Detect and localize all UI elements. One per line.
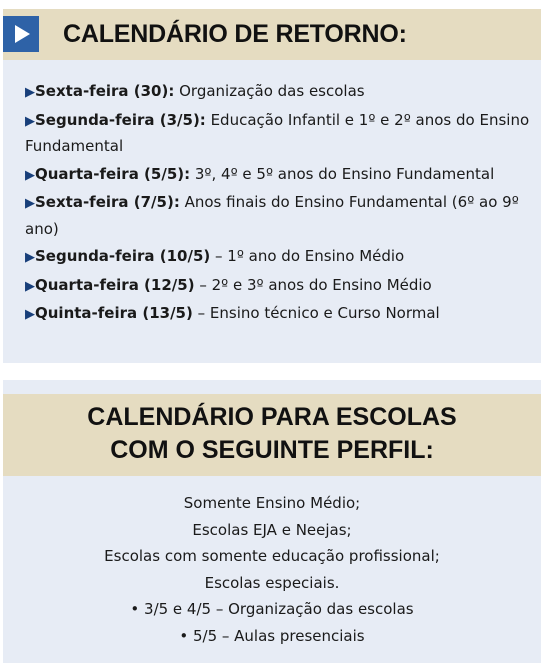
profile-line: Somente Ensino Médio; [183, 494, 361, 512]
school-profile-card [3, 380, 541, 663]
triangle-arrow-icon: ▶ [25, 167, 35, 183]
schedule-text: Educação Infantil e 1º e 2º anos do Ensino Fundamental [25, 110, 530, 155]
schedule-text: – 2º e 3º anos do Ensino Médio [194, 275, 432, 294]
profile-line: Escolas EJA e Neejas; [192, 520, 352, 539]
schedule-item [25, 244, 530, 271]
profile-line: • 3/5 e 4/5 – Organização das escolas [130, 600, 414, 618]
schedule-text: Organização das escolas [174, 82, 365, 100]
triangle-arrow-icon: ▶ [25, 85, 35, 100]
school-profile-list [3, 490, 541, 649]
schedule-text: Anos finais do Ensino Fundamental (6º ao 9º ano) [25, 193, 519, 238]
triangle-arrow-icon: ▶ [25, 250, 35, 265]
play-icon [3, 16, 39, 52]
school-profile-header [3, 394, 541, 476]
triangle-arrow-icon: ▶ [25, 196, 35, 211]
schedule-text: – Ensino técnico e Curso Normal [192, 304, 440, 322]
schedule-item [25, 190, 530, 242]
school-profile-title [3, 401, 541, 467]
schedule-day: Segunda-feira (3/5): [35, 110, 206, 129]
schedule-item [25, 108, 530, 160]
school-profile-title-line2: COM O SEGUINTE PERFIL: [110, 436, 434, 464]
schedule-day: Sexta-feira (7/5): [35, 193, 180, 211]
schedule-day: Quarta-feira (5/5): [35, 164, 191, 183]
return-calendar-card [3, 9, 541, 363]
schedule-day: Segunda-feira (10/5) [35, 247, 211, 265]
return-schedule-list [25, 79, 530, 330]
schedule-day: Sexta-feira (30): [35, 82, 175, 100]
schedule-item [25, 301, 530, 328]
triangle-arrow-icon: ▶ [25, 307, 35, 322]
schedule-item [25, 162, 530, 189]
triangle-arrow-icon: ▶ [25, 278, 35, 294]
triangle-arrow-icon: ▶ [25, 113, 35, 129]
return-calendar-title: CALENDÁRIO DE RETORNO: [63, 20, 407, 48]
return-calendar-header [3, 9, 541, 60]
profile-line: Escolas com somente educação profissional; [104, 547, 440, 565]
schedule-text: – 1º ano do Ensino Médio [210, 247, 405, 265]
profile-line: • 5/5 – Aulas presenciais [179, 626, 365, 645]
schedule-item [25, 79, 530, 106]
school-profile-title-line1: CALENDÁRIO PARA ESCOLAS [87, 403, 457, 431]
schedule-item [25, 273, 530, 300]
profile-line: Escolas especiais. [204, 573, 340, 592]
schedule-day: Quinta-feira (13/5) [35, 304, 193, 322]
schedule-text: 3º, 4º e 5º anos do Ensino Fundamental [190, 164, 495, 183]
schedule-day: Quarta-feira (12/5) [35, 275, 195, 294]
